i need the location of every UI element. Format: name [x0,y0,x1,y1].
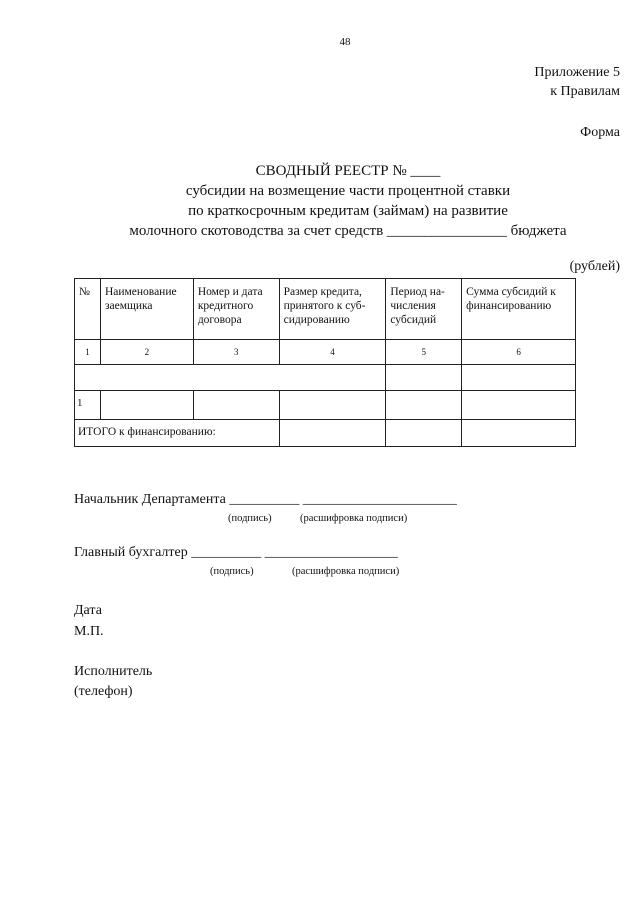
department-head-sign-caption: (подпись) [228,513,272,524]
table-cell [279,420,386,447]
table-cell [75,365,386,391]
chief-accountant-decode-caption: (расшифровка подписи) [292,566,400,577]
header-period: Период на-числения субсидий [386,279,462,340]
chief-accountant-sign-caption: (подпись) [210,566,254,577]
registry-table [74,278,576,447]
total-row [75,420,576,447]
table-cell [462,391,576,420]
units-label: (рублей) [569,259,620,274]
header-subsidy-sum: Сумма субсидий к финансированию [462,279,576,340]
row-number-cell: 1 [75,391,101,420]
header-credit-size: Размер кредита, принятого к суб-сидированию [279,279,386,340]
column-number: 1 [75,340,101,365]
appendix-line: Приложение 5 [534,65,620,80]
header-borrower: Наименование заемщика [100,279,193,340]
document-title [0,161,640,241]
total-label: ИТОГО к финансированию: [75,420,280,447]
executor-label: Исполнитель [74,664,153,679]
date-label: Дата [74,603,102,618]
table-cell [462,420,576,447]
phone-label: (телефон) [74,684,133,699]
stamp-label: М.П. [74,624,104,639]
column-number: 2 [100,340,193,365]
table-cell [386,420,462,447]
title-budget: молочного скотоводства за счет средств ________________ бюджета [129,223,567,239]
column-number-row [75,340,576,365]
column-number: 5 [386,340,462,365]
table-row [75,391,576,420]
column-number: 3 [193,340,279,365]
header-contract: Номер и дата кредитного договора [193,279,279,340]
column-number: 6 [462,340,576,365]
table-cell [193,391,279,420]
table-cell [279,391,386,420]
column-number: 4 [279,340,386,365]
page-number: 48 [339,36,351,48]
table-header-row [75,279,576,340]
chief-accountant-signature-line: Главный бухгалтер __________ ___________________ [74,545,398,560]
header-number: № [75,279,101,340]
title-registry: СВОДНЫЙ РЕЕСТР № ____ [255,163,441,179]
table-cell [386,365,462,391]
table-cell [100,391,193,420]
table-row [75,365,576,391]
rules-line: к Правилам [550,84,620,99]
title-credits: по краткосрочным кредитам (займам) на развитие [188,203,508,219]
department-head-decode-caption: (расшифровка подписи) [300,513,408,524]
department-head-signature-line: Начальник Департамента __________ ______________________ [74,492,457,507]
table-cell [386,391,462,420]
title-subsidy: субсидии на возмещение части процентной ставки [185,183,511,199]
appendix-reference [534,63,620,101]
table-cell [462,365,576,391]
form-label: Форма [580,125,620,140]
